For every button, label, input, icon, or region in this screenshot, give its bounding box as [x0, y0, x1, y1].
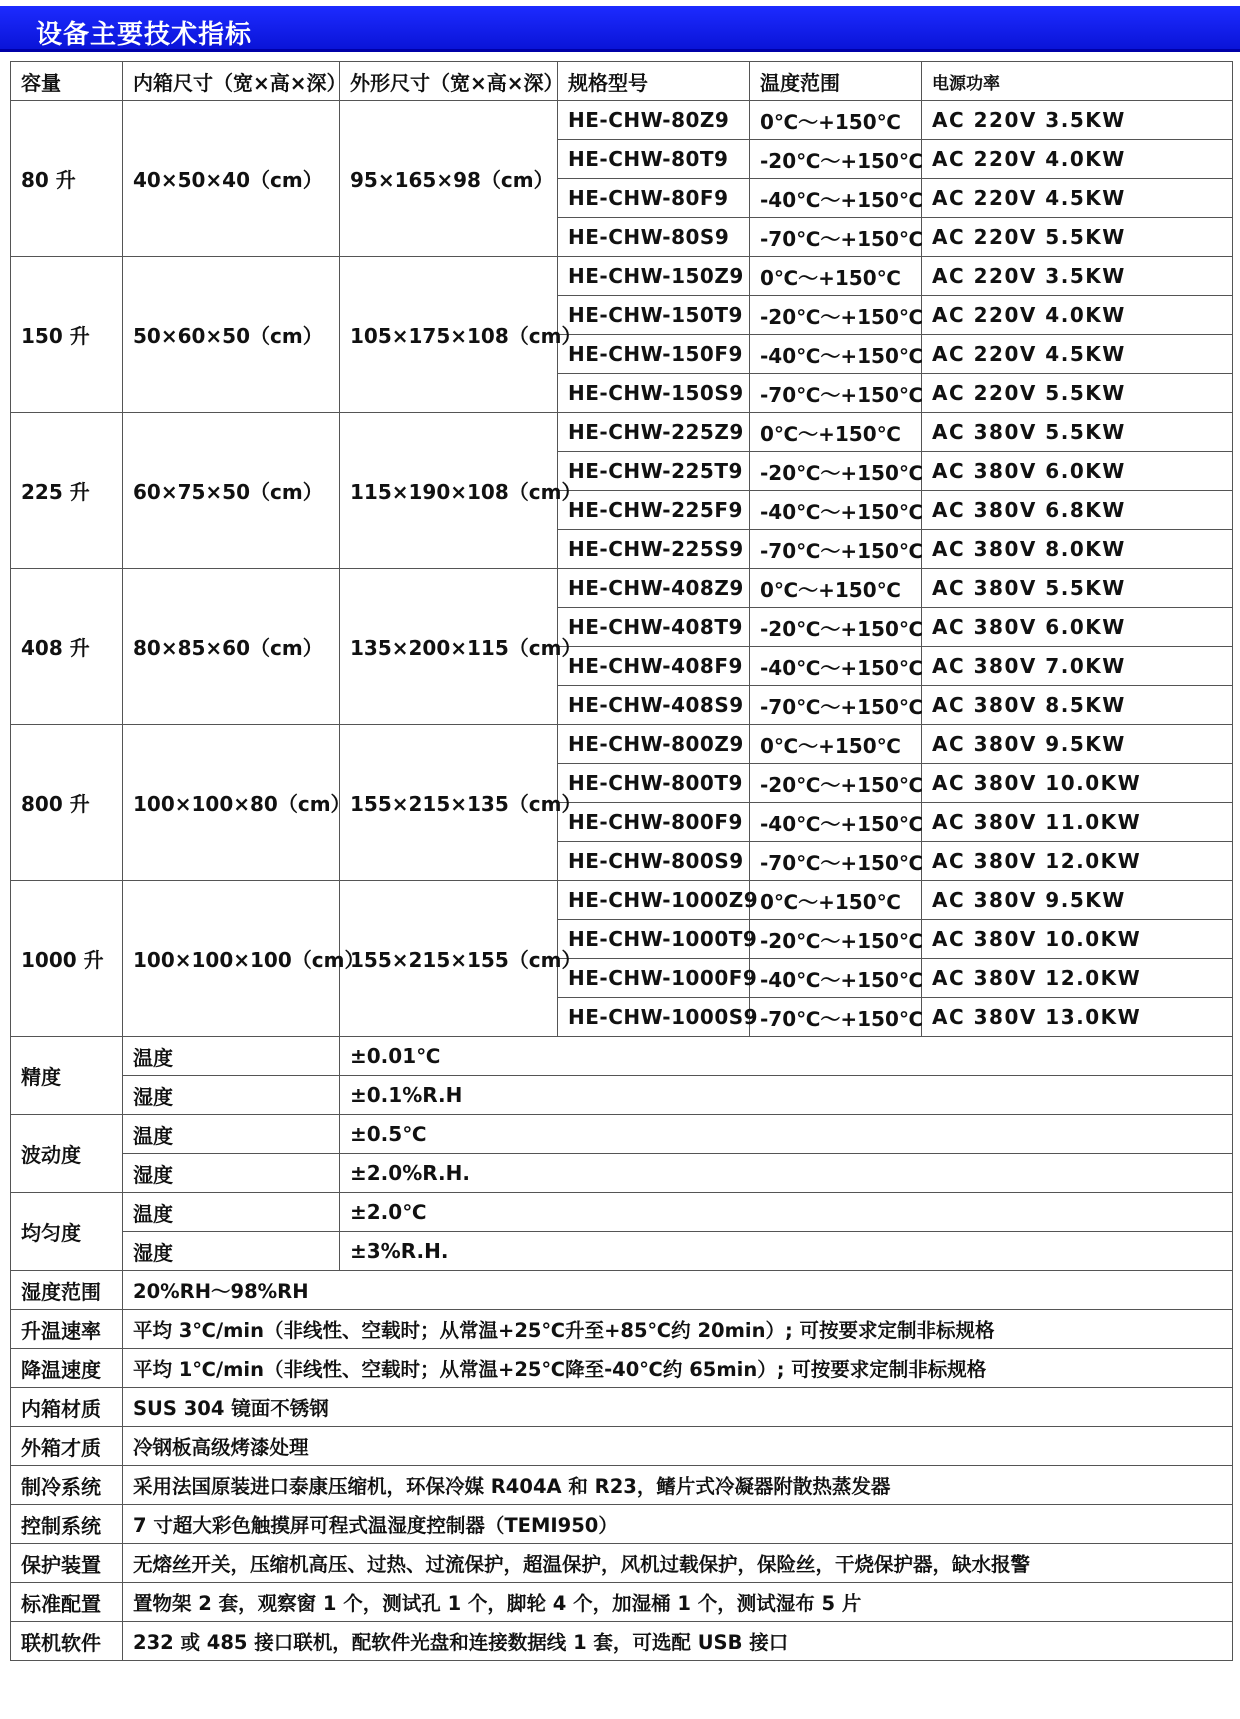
outer-size-cell: 105×175×108（cm）	[340, 257, 558, 413]
outer-size-cell: 115×190×108（cm）	[340, 413, 558, 569]
model-cell: HE-CHW-150Z9	[558, 257, 750, 296]
model-cell: HE-CHW-150F9	[558, 335, 750, 374]
header-temp-range: 温度范围	[750, 62, 922, 101]
table-row	[11, 1505, 1233, 1544]
header-inner-size: 内箱尺寸（宽×高×深）	[123, 62, 340, 101]
spec-value-cell: 无熔丝开关，压缩机高压、过热、过流保护，超温保护，风机过载保护，保险丝，干烧保护器，缺水报警	[123, 1544, 1233, 1583]
inner-size-cell: 80×85×60（cm）	[123, 569, 340, 725]
capacity-cell: 150 升	[11, 257, 123, 413]
temp-range-cell: -70℃～+150℃	[750, 218, 922, 257]
spec-value-cell: SUS 304 镜面不锈钢	[123, 1388, 1233, 1427]
table-row	[11, 1193, 1233, 1232]
model-cell: HE-CHW-408T9	[558, 608, 750, 647]
inner-size-cell: 60×75×50（cm）	[123, 413, 340, 569]
model-cell: HE-CHW-1000Z9	[558, 881, 750, 920]
model-cell: HE-CHW-408S9	[558, 686, 750, 725]
spec-label-cell: 标准配置	[11, 1583, 123, 1622]
outer-size-cell: 155×215×155（cm）	[340, 881, 558, 1037]
spec-value-cell: 采用法国原装进口泰康压缩机，环保冷媒 R404A 和 R23，鳍片式冷凝器附散热蒸发器	[123, 1466, 1233, 1505]
header-capacity: 容量	[11, 62, 123, 101]
model-cell: HE-CHW-150T9	[558, 296, 750, 335]
table-row	[11, 881, 1233, 920]
temp-range-cell: -20℃～+150℃	[750, 452, 922, 491]
power-cell: AC 380V 6.0KW	[922, 452, 1233, 491]
model-cell: HE-CHW-800S9	[558, 842, 750, 881]
capacity-cell: 80 升	[11, 101, 123, 257]
model-cell: HE-CHW-225T9	[558, 452, 750, 491]
model-cell: HE-CHW-408F9	[558, 647, 750, 686]
model-cell: HE-CHW-800T9	[558, 764, 750, 803]
table-row	[11, 1076, 1233, 1115]
temp-range-cell: -20℃～+150℃	[750, 920, 922, 959]
table-row	[11, 1466, 1233, 1505]
power-cell: AC 220V 4.5KW	[922, 179, 1233, 218]
precision-sub-cell: 湿度	[123, 1076, 340, 1115]
temp-range-cell: 0℃～+150℃	[750, 881, 922, 920]
temp-range-cell: -40℃～+150℃	[750, 491, 922, 530]
header-model: 规格型号	[558, 62, 750, 101]
temp-range-cell: -70℃～+150℃	[750, 530, 922, 569]
table-header-row	[11, 62, 1233, 101]
precision-sub-cell: 温度	[123, 1037, 340, 1076]
precision-value-cell: ±0.5℃	[340, 1115, 1233, 1154]
power-cell: AC 380V 11.0KW	[922, 803, 1233, 842]
table-row	[11, 1310, 1233, 1349]
precision-value-cell: ±0.01℃	[340, 1037, 1233, 1076]
temp-range-cell: 0℃～+150℃	[750, 725, 922, 764]
inner-size-cell: 40×50×40（cm）	[123, 101, 340, 257]
spec-value-cell: 平均 3℃/min（非线性、空载时；从常温+25℃升至+85℃约 20min）; 可按要求定制非标规格	[123, 1310, 1233, 1349]
spec-label-cell: 内箱材质	[11, 1388, 123, 1427]
power-cell: AC 380V 7.0KW	[922, 647, 1233, 686]
table-row	[11, 725, 1233, 764]
precision-label-cell: 波动度	[11, 1115, 123, 1193]
model-cell: HE-CHW-800Z9	[558, 725, 750, 764]
table-row	[11, 1544, 1233, 1583]
power-cell: AC 380V 12.0KW	[922, 959, 1233, 998]
model-cell: HE-CHW-150S9	[558, 374, 750, 413]
spec-label-cell: 降温速度	[11, 1349, 123, 1388]
temp-range-cell: -40℃～+150℃	[750, 959, 922, 998]
header-outer-size: 外形尺寸（宽×高×深）	[340, 62, 558, 101]
power-cell: AC 220V 3.5KW	[922, 101, 1233, 140]
spec-label-cell: 控制系统	[11, 1505, 123, 1544]
power-cell: AC 380V 6.8KW	[922, 491, 1233, 530]
power-cell: AC 380V 13.0KW	[922, 998, 1233, 1037]
precision-value-cell: ±2.0%R.H.	[340, 1154, 1233, 1193]
spec-value-cell: 平均 1℃/min（非线性、空载时；从常温+25℃降至-40℃约 65min）; 可按要求定制非标规格	[123, 1349, 1233, 1388]
model-cell: HE-CHW-80F9	[558, 179, 750, 218]
model-cell: HE-CHW-225F9	[558, 491, 750, 530]
power-cell: AC 380V 10.0KW	[922, 920, 1233, 959]
model-cell: HE-CHW-1000S9	[558, 998, 750, 1037]
table-row	[11, 1037, 1233, 1076]
precision-value-cell: ±0.1%R.H	[340, 1076, 1233, 1115]
table-row	[11, 1583, 1233, 1622]
table-row	[11, 1349, 1233, 1388]
model-cell: HE-CHW-1000F9	[558, 959, 750, 998]
spec-table	[10, 61, 1233, 1661]
capacity-cell: 1000 升	[11, 881, 123, 1037]
temp-range-cell: -70℃～+150℃	[750, 842, 922, 881]
temp-range-cell: 0℃～+150℃	[750, 101, 922, 140]
power-cell: AC 380V 6.0KW	[922, 608, 1233, 647]
inner-size-cell: 100×100×100（cm）	[123, 881, 340, 1037]
table-row	[11, 257, 1233, 296]
capacity-cell: 800 升	[11, 725, 123, 881]
power-cell: AC 220V 5.5KW	[922, 218, 1233, 257]
header-power: 电源功率	[922, 62, 1233, 101]
table-row	[11, 569, 1233, 608]
power-cell: AC 380V 5.5KW	[922, 569, 1233, 608]
outer-size-cell: 135×200×115（cm）	[340, 569, 558, 725]
spec-label-cell: 制冷系统	[11, 1466, 123, 1505]
table-row	[11, 1271, 1233, 1310]
power-cell: AC 380V 8.0KW	[922, 530, 1233, 569]
table-row	[11, 1232, 1233, 1271]
temp-range-cell: -70℃～+150℃	[750, 998, 922, 1037]
model-cell: HE-CHW-800F9	[558, 803, 750, 842]
power-cell: AC 220V 4.0KW	[922, 296, 1233, 335]
temp-range-cell: -20℃～+150℃	[750, 764, 922, 803]
temp-range-cell: 0℃～+150℃	[750, 413, 922, 452]
spec-label-cell: 外箱才质	[11, 1427, 123, 1466]
precision-sub-cell: 湿度	[123, 1154, 340, 1193]
table-row	[11, 101, 1233, 140]
spec-label-cell: 升温速率	[11, 1310, 123, 1349]
table-row	[11, 1427, 1233, 1466]
precision-label-cell: 精度	[11, 1037, 123, 1115]
power-cell: AC 380V 5.5KW	[922, 413, 1233, 452]
power-cell: AC 380V 12.0KW	[922, 842, 1233, 881]
spec-value-cell: 冷钢板高级烤漆处理	[123, 1427, 1233, 1466]
precision-value-cell: ±3%R.H.	[340, 1232, 1233, 1271]
capacity-cell: 408 升	[11, 569, 123, 725]
outer-size-cell: 95×165×98（cm）	[340, 101, 558, 257]
spec-label-cell: 湿度范围	[11, 1271, 123, 1310]
temp-range-cell: -40℃～+150℃	[750, 647, 922, 686]
spec-value-cell: 232 或 485 接口联机，配软件光盘和连接数据线 1 套，可选配 USB 接口	[123, 1622, 1233, 1661]
spec-value-cell: 20%RH～98%RH	[123, 1271, 1233, 1310]
table-row	[11, 1154, 1233, 1193]
section-title: 设备主要技术指标	[36, 20, 253, 50]
temp-range-cell: -40℃～+150℃	[750, 335, 922, 374]
power-cell: AC 380V 9.5KW	[922, 881, 1233, 920]
model-cell: HE-CHW-80Z9	[558, 101, 750, 140]
capacity-cell: 225 升	[11, 413, 123, 569]
power-cell: AC 380V 8.5KW	[922, 686, 1233, 725]
inner-size-cell: 100×100×80（cm）	[123, 725, 340, 881]
model-cell: HE-CHW-408Z9	[558, 569, 750, 608]
temp-range-cell: -40℃～+150℃	[750, 179, 922, 218]
table-row	[11, 413, 1233, 452]
temp-range-cell: -40℃～+150℃	[750, 803, 922, 842]
spec-value-cell: 7 寸超大彩色触摸屏可程式温湿度控制器（TEMI950）	[123, 1505, 1233, 1544]
power-cell: AC 220V 4.0KW	[922, 140, 1233, 179]
precision-sub-cell: 湿度	[123, 1232, 340, 1271]
model-cell: HE-CHW-1000T9	[558, 920, 750, 959]
temp-range-cell: -70℃～+150℃	[750, 686, 922, 725]
spec-label-cell: 保护装置	[11, 1544, 123, 1583]
temp-range-cell: -20℃～+150℃	[750, 608, 922, 647]
model-cell: HE-CHW-80S9	[558, 218, 750, 257]
temp-range-cell: 0℃～+150℃	[750, 257, 922, 296]
power-cell: AC 220V 4.5KW	[922, 335, 1233, 374]
temp-range-cell: 0℃～+150℃	[750, 569, 922, 608]
inner-size-cell: 50×60×50（cm）	[123, 257, 340, 413]
table-row	[11, 1622, 1233, 1661]
power-cell: AC 380V 10.0KW	[922, 764, 1233, 803]
section-header-bar	[0, 6, 1240, 52]
spec-label-cell: 联机软件	[11, 1622, 123, 1661]
model-cell: HE-CHW-225S9	[558, 530, 750, 569]
outer-size-cell: 155×215×135（cm）	[340, 725, 558, 881]
power-cell: AC 380V 9.5KW	[922, 725, 1233, 764]
precision-sub-cell: 温度	[123, 1115, 340, 1154]
model-cell: HE-CHW-225Z9	[558, 413, 750, 452]
precision-label-cell: 均匀度	[11, 1193, 123, 1271]
temp-range-cell: -70℃～+150℃	[750, 374, 922, 413]
model-cell: HE-CHW-80T9	[558, 140, 750, 179]
temp-range-cell: -20℃～+150℃	[750, 140, 922, 179]
power-cell: AC 220V 3.5KW	[922, 257, 1233, 296]
precision-value-cell: ±2.0℃	[340, 1193, 1233, 1232]
table-row	[11, 1115, 1233, 1154]
temp-range-cell: -20℃～+150℃	[750, 296, 922, 335]
table-row	[11, 1388, 1233, 1427]
spec-value-cell: 置物架 2 套，观察窗 1 个，测试孔 1 个，脚轮 4 个，加湿桶 1 个，测试湿布 5 片	[123, 1583, 1233, 1622]
precision-sub-cell: 温度	[123, 1193, 340, 1232]
power-cell: AC 220V 5.5KW	[922, 374, 1233, 413]
